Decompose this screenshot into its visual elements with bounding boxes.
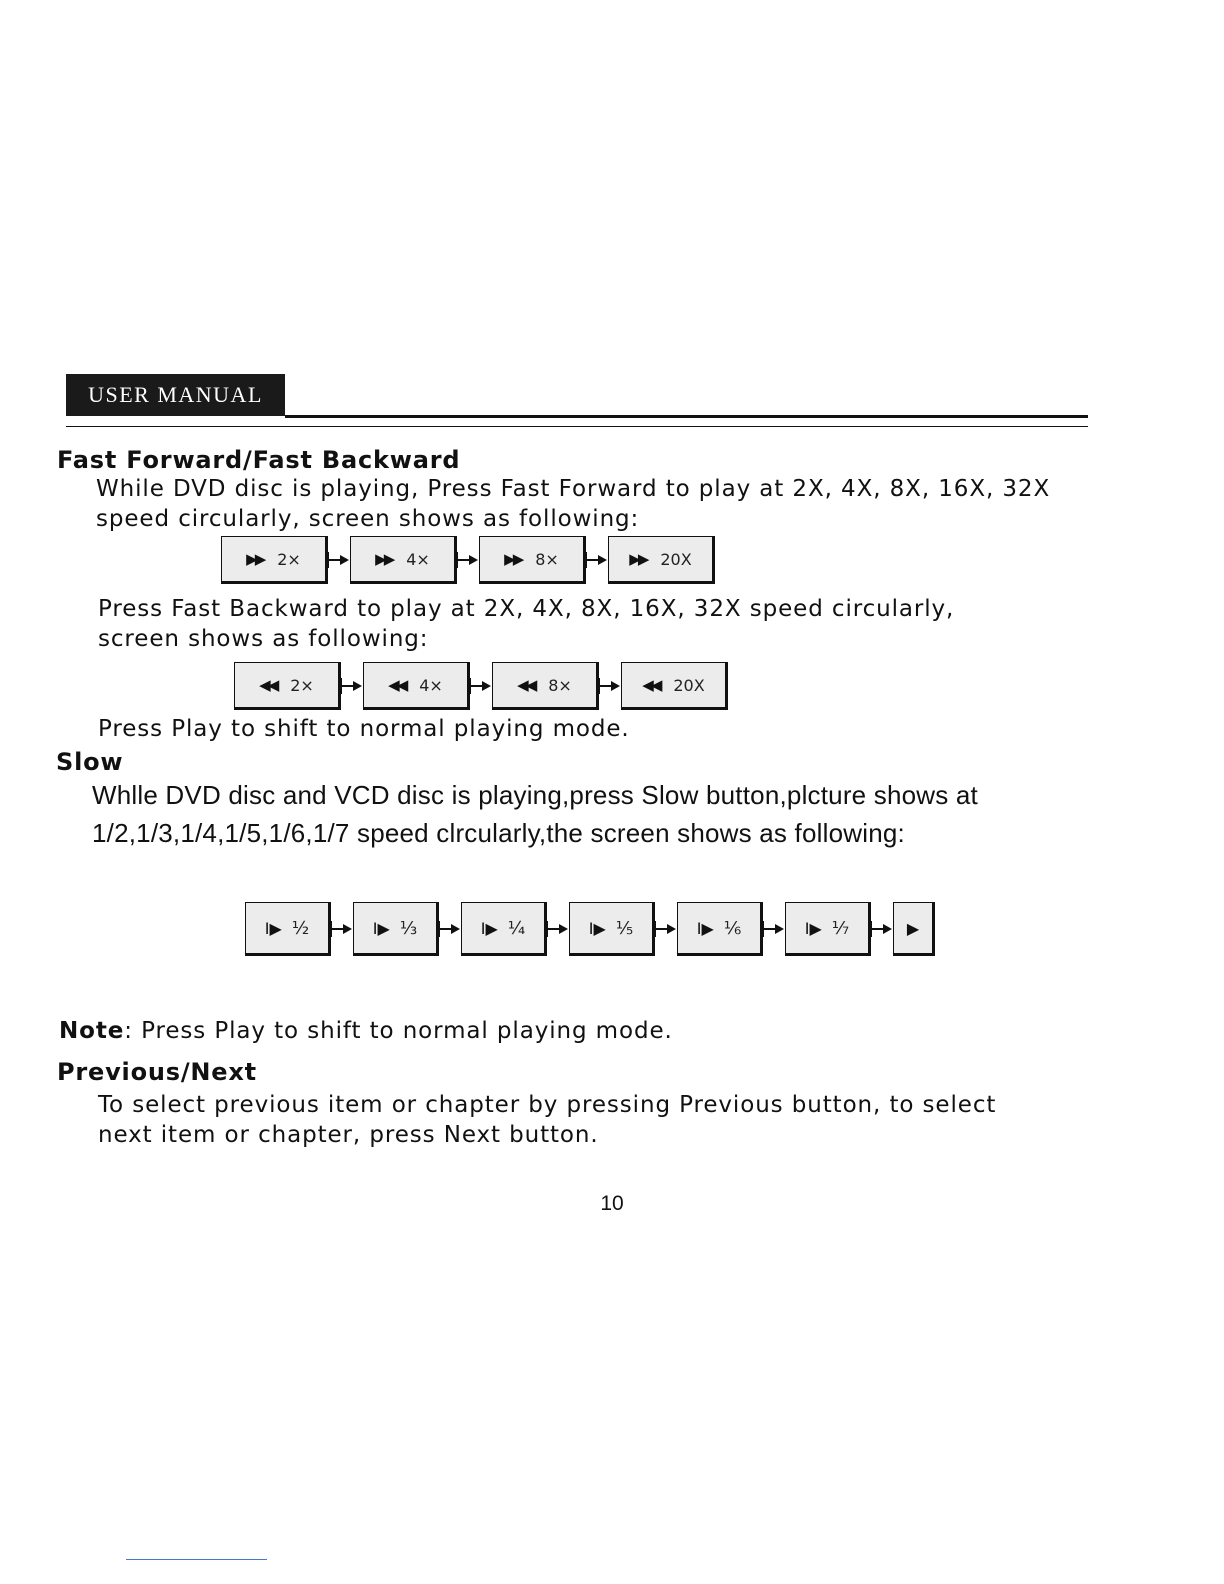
slow-play-icon: I▶ <box>696 918 714 938</box>
slow-line2: 1/2,1/3,1/4,1/5,1/6,1/7 speed clrcularly,the screen shows as following: <box>92 818 905 848</box>
prevnext-line2: next item or chapter, press Next button. <box>98 1122 599 1148</box>
arrow-right-icon <box>457 550 479 570</box>
slow-step-label: ½ <box>291 917 310 939</box>
arrow-right-icon <box>470 676 492 696</box>
slow-step-box <box>245 902 331 956</box>
fb-step-label: 4× <box>419 675 443 695</box>
arrow-right-icon <box>871 919 893 939</box>
arrow-right-icon <box>341 676 363 696</box>
fb-step-label: 20X <box>673 675 705 695</box>
ff-step-label: 4× <box>406 549 430 569</box>
play-icon: ▶ <box>906 918 920 938</box>
ff-step-label: 20X <box>660 549 692 569</box>
fb-step-box <box>363 662 470 710</box>
fast-forward-icon: ▶▶ <box>246 550 264 568</box>
slow-step-box <box>785 902 871 956</box>
header-rule-thin <box>66 426 1088 427</box>
ff-intro-line1: While DVD disc is playing, Press Fast Forward to play at 2X, 4X, 8X, 16X, 32X <box>96 476 1051 502</box>
slow-step-label: ¼ <box>507 917 526 939</box>
ff-play-note: Press Play to shift to normal playing mode. <box>98 716 630 742</box>
fast-backward-icon: ◀◀ <box>388 676 406 694</box>
fb-step-label: 8× <box>548 675 572 695</box>
ff-step-box <box>350 536 457 584</box>
slow-line1: Whlle DVD disc and VCD disc is playing,press Slow button,plcture shows at <box>92 780 978 810</box>
section-title-fast-forward: Fast Forward/Fast Backward <box>57 446 461 474</box>
slow-step-label: ⅙ <box>723 917 742 939</box>
slow-play-icon: I▶ <box>264 918 282 938</box>
fast-backward-sequence <box>234 662 728 710</box>
fast-forward-icon: ▶▶ <box>375 550 393 568</box>
ff-step-box <box>221 536 328 584</box>
fast-forward-sequence <box>221 536 715 584</box>
arrow-right-icon <box>331 919 353 939</box>
slow-play-icon: I▶ <box>372 918 390 938</box>
arrow-right-icon <box>547 919 569 939</box>
note-paragraph <box>59 1016 673 1046</box>
arrow-right-icon <box>655 919 677 939</box>
fb-line1: Press Fast Backward to play at 2X, 4X, 8X, 16X, 32X speed circularly, <box>98 596 955 622</box>
fb-line2: screen shows as following: <box>98 626 429 652</box>
play-box <box>893 902 935 956</box>
ff-step-label: 8× <box>535 549 559 569</box>
arrow-right-icon <box>586 550 608 570</box>
slow-play-icon: I▶ <box>480 918 498 938</box>
ff-step-box <box>608 536 715 584</box>
ff-step-box <box>479 536 586 584</box>
note-label: Note <box>59 1018 125 1044</box>
ff-intro-line2: speed circularly, screen shows as following: <box>96 506 640 532</box>
arrow-right-icon <box>328 550 350 570</box>
note-text: : Press Play to shift to normal playing mode. <box>124 1018 673 1044</box>
fast-forward-icon: ▶▶ <box>504 550 522 568</box>
arrow-right-icon <box>599 676 621 696</box>
fb-step-box <box>492 662 599 710</box>
arrow-right-icon <box>763 919 785 939</box>
fast-backward-icon: ◀◀ <box>517 676 535 694</box>
fb-step-box <box>621 662 728 710</box>
header-rule-thick <box>285 415 1088 418</box>
slow-step-box <box>353 902 439 956</box>
slow-play-icon: I▶ <box>804 918 822 938</box>
slow-sequence <box>245 902 935 956</box>
prevnext-line1: To select previous item or chapter by pressing Previous button, to select <box>98 1092 997 1118</box>
arrow-right-icon <box>439 919 461 939</box>
fb-step-box <box>234 662 341 710</box>
slow-step-box <box>569 902 655 956</box>
header-badge: USER MANUAL <box>66 374 285 416</box>
fast-forward-icon: ▶▶ <box>629 550 647 568</box>
slow-play-icon: I▶ <box>588 918 606 938</box>
fb-step-label: 2× <box>290 675 314 695</box>
slow-step-box <box>677 902 763 956</box>
ff-step-label: 2× <box>277 549 301 569</box>
slow-step-label: ⅕ <box>615 917 634 939</box>
slow-step-box <box>461 902 547 956</box>
section-title-slow: Slow <box>56 748 124 776</box>
slow-step-label: ⅐ <box>831 917 850 939</box>
fast-backward-icon: ◀◀ <box>642 676 660 694</box>
page-number: 10 <box>600 1192 624 1215</box>
fast-backward-icon: ◀◀ <box>259 676 277 694</box>
slow-step-label: ⅓ <box>399 917 418 939</box>
footer-rule <box>126 1559 267 1560</box>
section-title-previous-next: Previous/Next <box>57 1058 257 1086</box>
